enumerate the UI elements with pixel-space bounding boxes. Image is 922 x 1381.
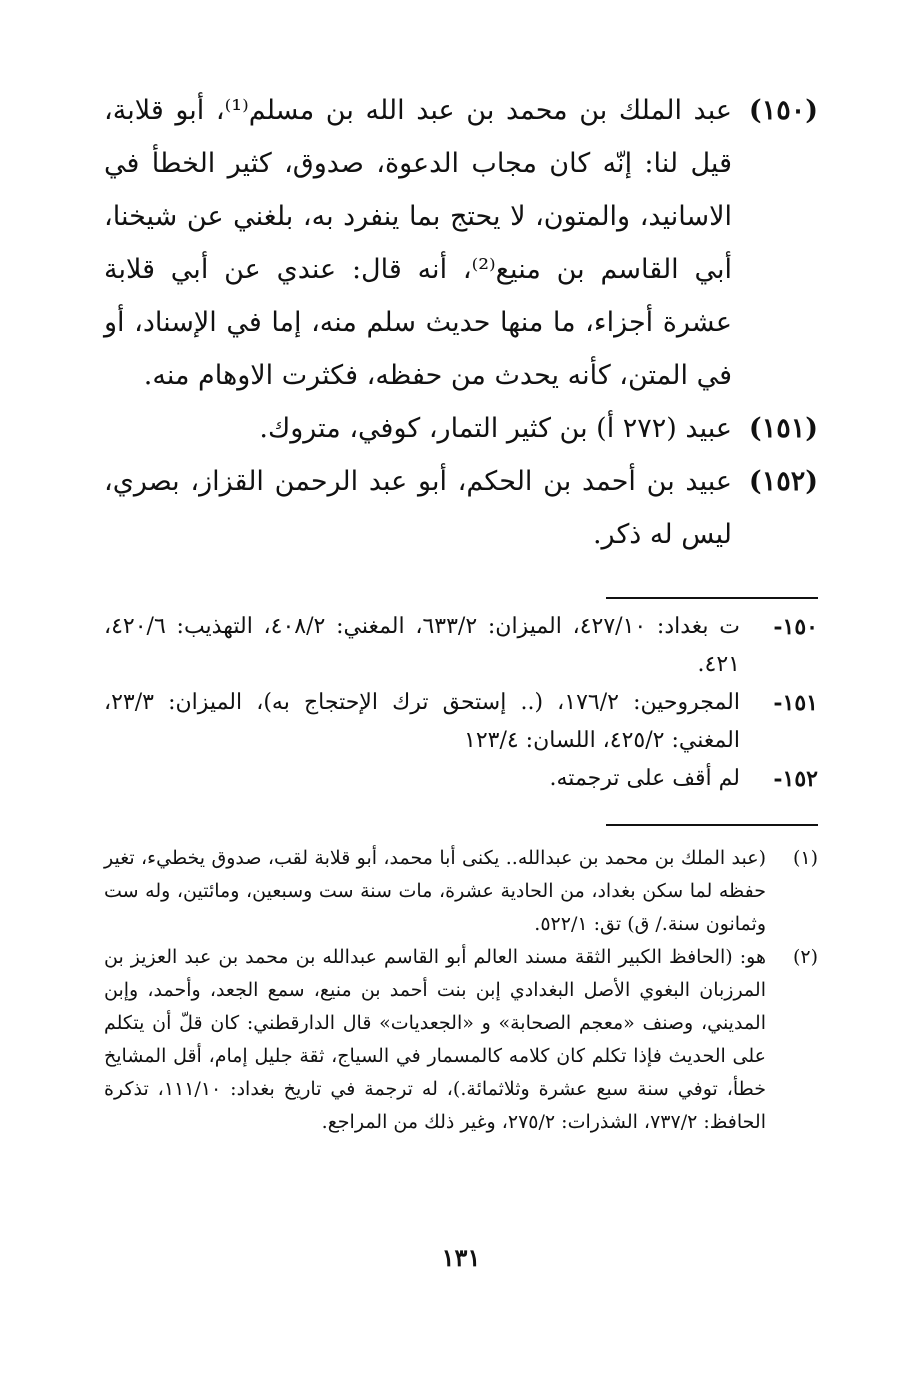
entry-number: (١٥٢) xyxy=(748,466,818,497)
reference-number: ١٥١- xyxy=(773,690,818,716)
footnote-1 xyxy=(104,842,818,941)
reference-text: لم أقف على ترجمته. xyxy=(549,766,740,791)
reference-151 xyxy=(104,684,818,760)
entry-152 xyxy=(104,455,818,561)
entry-151 xyxy=(104,402,818,455)
footnote-text: هو: (الحافظ الكبير الثقة مسند العالم أبو القاسم عبدالله بن محمد بن عبد العزيز بن المرزبان البغوي الأصل البغدادي إبن بنت أحمد بن منيع، سمع الجعد، وأحمد، وإبن المديني، وصنف «معجم الصحابة» و «الجعديات» قال الدارقطني: كان قلّ أن يتكلم على الحديث فإذا تكلم كان كلامه كالمسمار في السياج، ثقة جليل إمام، أقل المشايخ خطأ، توفي سنة سبع عشرة وثلاثمائة.)، له ترجمة في تاريخ بغداد: ١١١/١٠، تذكرة الحافظ: ٧٣٧/٢، الشذرات: ٢٧٥/٢، وغير ذلك من المراجع. xyxy=(104,946,766,1133)
footnote-number: (٢) xyxy=(792,946,818,968)
reference-list xyxy=(104,608,818,798)
reference-text: المجروحين: ١٧٦/٢، (.. إستحق ترك الإحتجاج به)، الميزان: ٢٣/٣، المغني: ٤٢٥/٢، اللسان: ١٢٣/٤ xyxy=(104,690,740,753)
divider-rule xyxy=(606,824,818,826)
entry-text: عبيد (٢٧٢ أ) بن كثير التمار، كوفي، متروك. xyxy=(259,413,732,444)
entry-number: (١٥٠) xyxy=(748,95,818,126)
reference-number: ١٥٢- xyxy=(773,766,818,792)
reference-text: ت بغداد: ٤٢٧/١٠، الميزان: ٦٣٣/٢، المغني: ٤٠٨/٢، التهذيب: ٤٢٠/٦، ٤٢١. xyxy=(104,614,740,677)
reference-150 xyxy=(104,608,818,684)
page-number: ١٣١ xyxy=(441,1243,481,1272)
footnotes xyxy=(104,842,818,1139)
footnote-text: (عبد الملك بن محمد بن عبدالله.. يكنى أبا محمد، أبو قلابة لقب، صدوق يخطيء، تغير حفظه لما سكن بغداد، من الحادية عشرة، مات سنة ست وسبعين، ومائتين، وله ست وثمانون سنة./ ق) تق: ٥٢٢/١. xyxy=(104,847,766,935)
footnote-number: (١) xyxy=(792,847,818,869)
divider-rule xyxy=(606,597,818,599)
entry-150 xyxy=(104,84,818,402)
reference-152 xyxy=(104,760,818,798)
footnote-2 xyxy=(104,941,818,1139)
entry-number: (١٥١) xyxy=(748,413,818,444)
reference-number: ١٥٠- xyxy=(773,614,818,640)
entry-text: عبد الملك بن محمد بن عبد الله بن مسلم⁽¹⁾، أبو قلابة، قيل لنا: إنّه كان مجاب الدعوة، صدوق، كثير الخطأ في الاسانيد، والمتون، لا يحتج بما ينفرد به، بلغني عن شيخنا، أبي القاسم بن منيع⁽²⁾، أنه قال: عندي عن أبي قلابة عشرة أجزاء، ما منها حديث سلم منه، إما في الإسناد، أو في المتن، كأنه يحدث من حفظه، فكثرت الاوهام منه. xyxy=(104,95,732,391)
biography-entries xyxy=(104,84,818,561)
entry-text: عبيد بن أحمد بن الحكم، أبو عبد الرحمن القزاز، بصري، ليس له ذكر. xyxy=(104,466,732,550)
